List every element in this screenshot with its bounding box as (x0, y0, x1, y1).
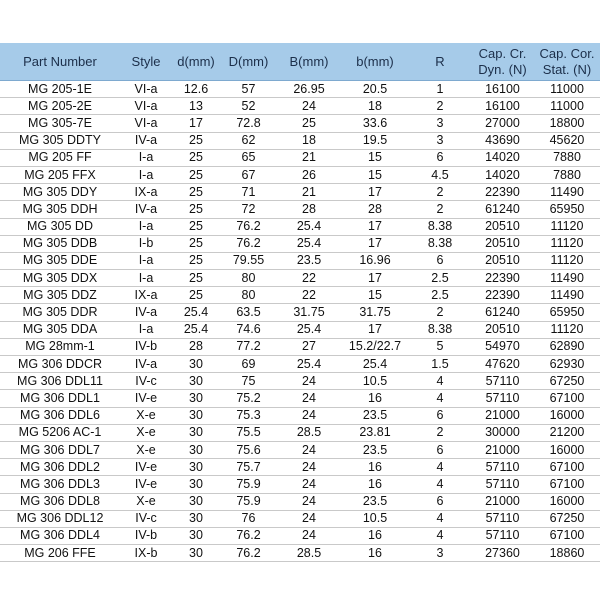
cell-b-mm: 16.96 (341, 252, 409, 269)
table-row (0, 132, 600, 149)
cell-style: I-a (120, 270, 172, 287)
table-row (0, 201, 600, 218)
cell-R: 8.38 (409, 235, 471, 252)
column-header-style: Style (120, 43, 172, 81)
cell-style: IV-b (120, 527, 172, 544)
cell-b-mm: 23.5 (341, 407, 409, 424)
cell-B-mm: 24 (277, 527, 341, 544)
cell-part-number: MG 306 DDL2 (0, 459, 120, 476)
cell-b-mm: 19.5 (341, 132, 409, 149)
cell-D-mm: 76.2 (220, 545, 277, 562)
cell-part-number: MG 305-7E (0, 115, 120, 132)
cell-cap-cor-stat: 18860 (534, 545, 600, 562)
table-row (0, 545, 600, 562)
cell-B-mm: 23.5 (277, 252, 341, 269)
cell-d-mm: 30 (172, 407, 220, 424)
cell-B-mm: 24 (277, 510, 341, 527)
cell-part-number: MG 306 DDL3 (0, 476, 120, 493)
table-row (0, 510, 600, 527)
table-row (0, 115, 600, 132)
cell-R: 6 (409, 149, 471, 166)
cell-part-number: MG 205 FFX (0, 166, 120, 183)
cell-style: X-e (120, 493, 172, 510)
cell-cap-cr-dyn: 57110 (471, 459, 534, 476)
cell-cap-cor-stat: 11000 (534, 81, 600, 98)
cell-cap-cr-dyn: 57110 (471, 510, 534, 527)
cell-B-mm: 24 (277, 459, 341, 476)
cell-B-mm: 24 (277, 98, 341, 115)
cell-cap-cr-dyn: 57110 (471, 390, 534, 407)
cell-style: VI-a (120, 115, 172, 132)
cell-style: I-a (120, 218, 172, 235)
cell-B-mm: 24 (277, 493, 341, 510)
cell-B-mm: 18 (277, 132, 341, 149)
cell-part-number: MG 306 DDL1 (0, 390, 120, 407)
cell-b-mm: 17 (341, 321, 409, 338)
cell-style: IV-e (120, 459, 172, 476)
cell-part-number: MG 205 FF (0, 149, 120, 166)
cell-cap-cr-dyn: 20510 (471, 218, 534, 235)
cell-R: 2 (409, 98, 471, 115)
cell-B-mm: 24 (277, 476, 341, 493)
cell-style: IV-a (120, 132, 172, 149)
table-row (0, 493, 600, 510)
table-row (0, 407, 600, 424)
cell-style: X-e (120, 441, 172, 458)
cell-cap-cr-dyn: 61240 (471, 304, 534, 321)
header-row (0, 43, 600, 81)
cell-d-mm: 25 (172, 270, 220, 287)
cell-d-mm: 13 (172, 98, 220, 115)
cell-B-mm: 25.4 (277, 218, 341, 235)
cell-part-number: MG 306 DDL7 (0, 441, 120, 458)
cell-cap-cor-stat: 21200 (534, 424, 600, 441)
cell-part-number: MG 205-2E (0, 98, 120, 115)
cell-d-mm: 30 (172, 356, 220, 373)
table-row (0, 218, 600, 235)
cell-part-number: MG 305 DD (0, 218, 120, 235)
cell-D-mm: 67 (220, 166, 277, 183)
cell-cap-cor-stat: 62890 (534, 338, 600, 355)
table-row (0, 459, 600, 476)
cell-R: 6 (409, 252, 471, 269)
cell-part-number: MG 305 DDR (0, 304, 120, 321)
table-row (0, 424, 600, 441)
column-header-cap-cr-dyn: Cap. Cr. Dyn. (N) (471, 43, 534, 81)
cell-cap-cor-stat: 18800 (534, 115, 600, 132)
cell-d-mm: 25 (172, 235, 220, 252)
cell-R: 8.38 (409, 321, 471, 338)
cell-b-mm: 16 (341, 545, 409, 562)
cell-b-mm: 17 (341, 218, 409, 235)
cell-b-mm: 23.81 (341, 424, 409, 441)
cell-B-mm: 21 (277, 149, 341, 166)
cell-b-mm: 15 (341, 287, 409, 304)
cell-cap-cor-stat: 67100 (534, 459, 600, 476)
cell-R: 6 (409, 441, 471, 458)
cell-d-mm: 25 (172, 252, 220, 269)
bearing-spec-table-container (0, 43, 600, 562)
cell-cap-cor-stat: 11490 (534, 184, 600, 201)
cell-b-mm: 16 (341, 527, 409, 544)
cell-part-number: MG 305 DDH (0, 201, 120, 218)
cell-cap-cr-dyn: 22390 (471, 287, 534, 304)
cell-D-mm: 62 (220, 132, 277, 149)
cell-cap-cr-dyn: 27000 (471, 115, 534, 132)
table-row (0, 252, 600, 269)
cell-B-mm: 28 (277, 201, 341, 218)
cell-B-mm: 28.5 (277, 424, 341, 441)
table-row (0, 390, 600, 407)
cell-cap-cor-stat: 11120 (534, 321, 600, 338)
cell-D-mm: 75.9 (220, 493, 277, 510)
cell-cap-cr-dyn: 57110 (471, 373, 534, 390)
cell-cap-cor-stat: 11490 (534, 287, 600, 304)
cell-d-mm: 30 (172, 459, 220, 476)
cell-R: 4 (409, 476, 471, 493)
cell-cap-cr-dyn: 21000 (471, 493, 534, 510)
cell-part-number: MG 305 DDX (0, 270, 120, 287)
cell-B-mm: 25.4 (277, 321, 341, 338)
cell-R: 4 (409, 459, 471, 476)
cell-cap-cr-dyn: 27360 (471, 545, 534, 562)
cell-part-number: MG 305 DDTY (0, 132, 120, 149)
cell-B-mm: 27 (277, 338, 341, 355)
cell-b-mm: 23.5 (341, 441, 409, 458)
cell-d-mm: 17 (172, 115, 220, 132)
cell-D-mm: 76.2 (220, 235, 277, 252)
cell-b-mm: 15 (341, 149, 409, 166)
column-header-d-mm: d(mm) (172, 43, 220, 81)
table-row (0, 373, 600, 390)
cell-d-mm: 30 (172, 441, 220, 458)
cell-cap-cr-dyn: 20510 (471, 321, 534, 338)
cell-d-mm: 28 (172, 338, 220, 355)
cell-style: I-a (120, 166, 172, 183)
cell-B-mm: 26.95 (277, 81, 341, 98)
table-row (0, 441, 600, 458)
cell-part-number: MG 306 DDL6 (0, 407, 120, 424)
cell-cap-cor-stat: 67250 (534, 510, 600, 527)
cell-R: 5 (409, 338, 471, 355)
cell-part-number: MG 205-1E (0, 81, 120, 98)
cell-D-mm: 75.3 (220, 407, 277, 424)
cell-D-mm: 74.6 (220, 321, 277, 338)
cell-part-number: MG 28mm-1 (0, 338, 120, 355)
table-row (0, 304, 600, 321)
cell-b-mm: 15 (341, 166, 409, 183)
cell-d-mm: 25.4 (172, 304, 220, 321)
cell-cap-cr-dyn: 61240 (471, 201, 534, 218)
cell-B-mm: 28.5 (277, 545, 341, 562)
cell-cap-cr-dyn: 21000 (471, 407, 534, 424)
table-row (0, 166, 600, 183)
cell-part-number: MG 206 FFE (0, 545, 120, 562)
cell-cap-cor-stat: 16000 (534, 407, 600, 424)
cell-style: I-b (120, 235, 172, 252)
cell-style: IX-a (120, 184, 172, 201)
cell-style: IX-b (120, 545, 172, 562)
cell-part-number: MG 306 DDCR (0, 356, 120, 373)
cell-cap-cor-stat: 65950 (534, 201, 600, 218)
column-header-cap-cor-stat: Cap. Cor. Stat. (N) (534, 43, 600, 81)
cell-D-mm: 79.55 (220, 252, 277, 269)
cell-part-number: MG 305 DDZ (0, 287, 120, 304)
cell-cap-cr-dyn: 30000 (471, 424, 534, 441)
cell-R: 4.5 (409, 166, 471, 183)
cell-R: 2 (409, 304, 471, 321)
cell-B-mm: 22 (277, 287, 341, 304)
column-header-B-mm: B(mm) (277, 43, 341, 81)
column-header-R: R (409, 43, 471, 81)
cell-R: 4 (409, 527, 471, 544)
cell-cap-cor-stat: 11490 (534, 270, 600, 287)
cell-B-mm: 31.75 (277, 304, 341, 321)
cell-R: 2 (409, 424, 471, 441)
cell-d-mm: 30 (172, 545, 220, 562)
cell-part-number: MG 305 DDE (0, 252, 120, 269)
cell-cap-cor-stat: 11120 (534, 252, 600, 269)
cell-B-mm: 25.4 (277, 356, 341, 373)
cell-part-number: MG 306 DDL12 (0, 510, 120, 527)
cell-b-mm: 16 (341, 459, 409, 476)
cell-B-mm: 21 (277, 184, 341, 201)
cell-b-mm: 20.5 (341, 81, 409, 98)
cell-cap-cor-stat: 67250 (534, 373, 600, 390)
cell-R: 8.38 (409, 218, 471, 235)
cell-cap-cr-dyn: 14020 (471, 149, 534, 166)
cell-d-mm: 30 (172, 493, 220, 510)
cell-cap-cor-stat: 65950 (534, 304, 600, 321)
cell-style: I-a (120, 252, 172, 269)
table-row (0, 321, 600, 338)
cell-part-number: MG 5206 AC-1 (0, 424, 120, 441)
cell-R: 1 (409, 81, 471, 98)
cell-style: IV-c (120, 510, 172, 527)
column-header-b-mm: b(mm) (341, 43, 409, 81)
cell-d-mm: 25 (172, 132, 220, 149)
cell-D-mm: 72 (220, 201, 277, 218)
cell-B-mm: 24 (277, 441, 341, 458)
cell-d-mm: 30 (172, 373, 220, 390)
cell-d-mm: 25 (172, 287, 220, 304)
cell-part-number: MG 305 DDY (0, 184, 120, 201)
cell-d-mm: 25.4 (172, 321, 220, 338)
cell-D-mm: 63.5 (220, 304, 277, 321)
cell-D-mm: 72.8 (220, 115, 277, 132)
cell-cap-cr-dyn: 14020 (471, 166, 534, 183)
cell-style: X-e (120, 424, 172, 441)
cell-cap-cr-dyn: 22390 (471, 184, 534, 201)
cell-D-mm: 69 (220, 356, 277, 373)
table-header (0, 43, 600, 81)
table-row (0, 149, 600, 166)
cell-D-mm: 75 (220, 373, 277, 390)
cell-style: IV-e (120, 390, 172, 407)
cell-R: 2.5 (409, 270, 471, 287)
cell-style: IV-a (120, 356, 172, 373)
cell-cap-cr-dyn: 54970 (471, 338, 534, 355)
cell-cap-cr-dyn: 47620 (471, 356, 534, 373)
table-row (0, 184, 600, 201)
cell-d-mm: 12.6 (172, 81, 220, 98)
bearing-spec-table (0, 43, 600, 562)
cell-D-mm: 75.7 (220, 459, 277, 476)
cell-d-mm: 30 (172, 390, 220, 407)
cell-cap-cr-dyn: 16100 (471, 81, 534, 98)
cell-b-mm: 17 (341, 235, 409, 252)
cell-cap-cor-stat: 67100 (534, 476, 600, 493)
cell-d-mm: 25 (172, 218, 220, 235)
table-row (0, 235, 600, 252)
cell-style: IV-b (120, 338, 172, 355)
cell-b-mm: 31.75 (341, 304, 409, 321)
cell-d-mm: 25 (172, 166, 220, 183)
cell-cap-cor-stat: 67100 (534, 390, 600, 407)
cell-part-number: MG 305 DDB (0, 235, 120, 252)
cell-cap-cor-stat: 67100 (534, 527, 600, 544)
cell-b-mm: 10.5 (341, 510, 409, 527)
cell-R: 2.5 (409, 287, 471, 304)
table-row (0, 476, 600, 493)
cell-D-mm: 75.9 (220, 476, 277, 493)
cell-D-mm: 80 (220, 270, 277, 287)
cell-style: IV-e (120, 476, 172, 493)
table-row (0, 98, 600, 115)
cell-R: 2 (409, 201, 471, 218)
cell-b-mm: 33.6 (341, 115, 409, 132)
cell-style: VI-a (120, 98, 172, 115)
table-row (0, 527, 600, 544)
cell-b-mm: 28 (341, 201, 409, 218)
cell-R: 4 (409, 373, 471, 390)
cell-cap-cr-dyn: 22390 (471, 270, 534, 287)
cell-cap-cr-dyn: 16100 (471, 98, 534, 115)
cell-B-mm: 24 (277, 407, 341, 424)
cell-cap-cr-dyn: 20510 (471, 252, 534, 269)
cell-D-mm: 71 (220, 184, 277, 201)
column-header-D-mm: D(mm) (220, 43, 277, 81)
cell-B-mm: 25 (277, 115, 341, 132)
cell-cap-cr-dyn: 57110 (471, 527, 534, 544)
cell-style: VI-a (120, 81, 172, 98)
cell-b-mm: 16 (341, 390, 409, 407)
cell-style: IV-a (120, 304, 172, 321)
cell-d-mm: 30 (172, 527, 220, 544)
cell-R: 4 (409, 510, 471, 527)
cell-cap-cr-dyn: 21000 (471, 441, 534, 458)
cell-cap-cor-stat: 45620 (534, 132, 600, 149)
cell-d-mm: 25 (172, 201, 220, 218)
cell-D-mm: 75.2 (220, 390, 277, 407)
cell-B-mm: 25.4 (277, 235, 341, 252)
cell-R: 4 (409, 390, 471, 407)
cell-cap-cor-stat: 16000 (534, 441, 600, 458)
cell-D-mm: 65 (220, 149, 277, 166)
cell-style: IV-a (120, 201, 172, 218)
cell-R: 3 (409, 115, 471, 132)
cell-R: 6 (409, 407, 471, 424)
cell-d-mm: 30 (172, 476, 220, 493)
cell-cap-cr-dyn: 43690 (471, 132, 534, 149)
cell-b-mm: 15.2/22.7 (341, 338, 409, 355)
cell-D-mm: 76 (220, 510, 277, 527)
cell-d-mm: 25 (172, 184, 220, 201)
cell-b-mm: 17 (341, 184, 409, 201)
cell-cap-cor-stat: 7880 (534, 149, 600, 166)
cell-B-mm: 24 (277, 373, 341, 390)
cell-B-mm: 24 (277, 390, 341, 407)
cell-D-mm: 76.2 (220, 218, 277, 235)
cell-style: I-a (120, 149, 172, 166)
column-header-part-number: Part Number (0, 43, 120, 81)
cell-part-number: MG 306 DDL11 (0, 373, 120, 390)
cell-R: 3 (409, 132, 471, 149)
cell-d-mm: 30 (172, 510, 220, 527)
cell-D-mm: 57 (220, 81, 277, 98)
cell-D-mm: 75.6 (220, 441, 277, 458)
cell-b-mm: 25.4 (341, 356, 409, 373)
cell-part-number: MG 305 DDA (0, 321, 120, 338)
cell-part-number: MG 306 DDL8 (0, 493, 120, 510)
table-row (0, 81, 600, 98)
cell-R: 3 (409, 545, 471, 562)
cell-d-mm: 25 (172, 149, 220, 166)
cell-D-mm: 52 (220, 98, 277, 115)
table-body (0, 81, 600, 562)
table-row (0, 356, 600, 373)
table-row (0, 287, 600, 304)
cell-b-mm: 18 (341, 98, 409, 115)
cell-cap-cor-stat: 62930 (534, 356, 600, 373)
cell-D-mm: 76.2 (220, 527, 277, 544)
cell-d-mm: 30 (172, 424, 220, 441)
cell-style: IV-c (120, 373, 172, 390)
cell-b-mm: 10.5 (341, 373, 409, 390)
cell-R: 2 (409, 184, 471, 201)
cell-cap-cor-stat: 11120 (534, 235, 600, 252)
cell-cap-cor-stat: 7880 (534, 166, 600, 183)
cell-b-mm: 17 (341, 270, 409, 287)
cell-style: IX-a (120, 287, 172, 304)
cell-style: X-e (120, 407, 172, 424)
cell-part-number: MG 306 DDL4 (0, 527, 120, 544)
cell-D-mm: 80 (220, 287, 277, 304)
cell-D-mm: 75.5 (220, 424, 277, 441)
cell-cap-cor-stat: 11000 (534, 98, 600, 115)
cell-style: I-a (120, 321, 172, 338)
cell-cap-cr-dyn: 57110 (471, 476, 534, 493)
cell-R: 1.5 (409, 356, 471, 373)
cell-cap-cor-stat: 16000 (534, 493, 600, 510)
table-row (0, 338, 600, 355)
cell-R: 6 (409, 493, 471, 510)
cell-D-mm: 77.2 (220, 338, 277, 355)
cell-cap-cor-stat: 11120 (534, 218, 600, 235)
cell-b-mm: 23.5 (341, 493, 409, 510)
cell-B-mm: 22 (277, 270, 341, 287)
table-row (0, 270, 600, 287)
cell-B-mm: 26 (277, 166, 341, 183)
cell-cap-cr-dyn: 20510 (471, 235, 534, 252)
cell-b-mm: 16 (341, 476, 409, 493)
